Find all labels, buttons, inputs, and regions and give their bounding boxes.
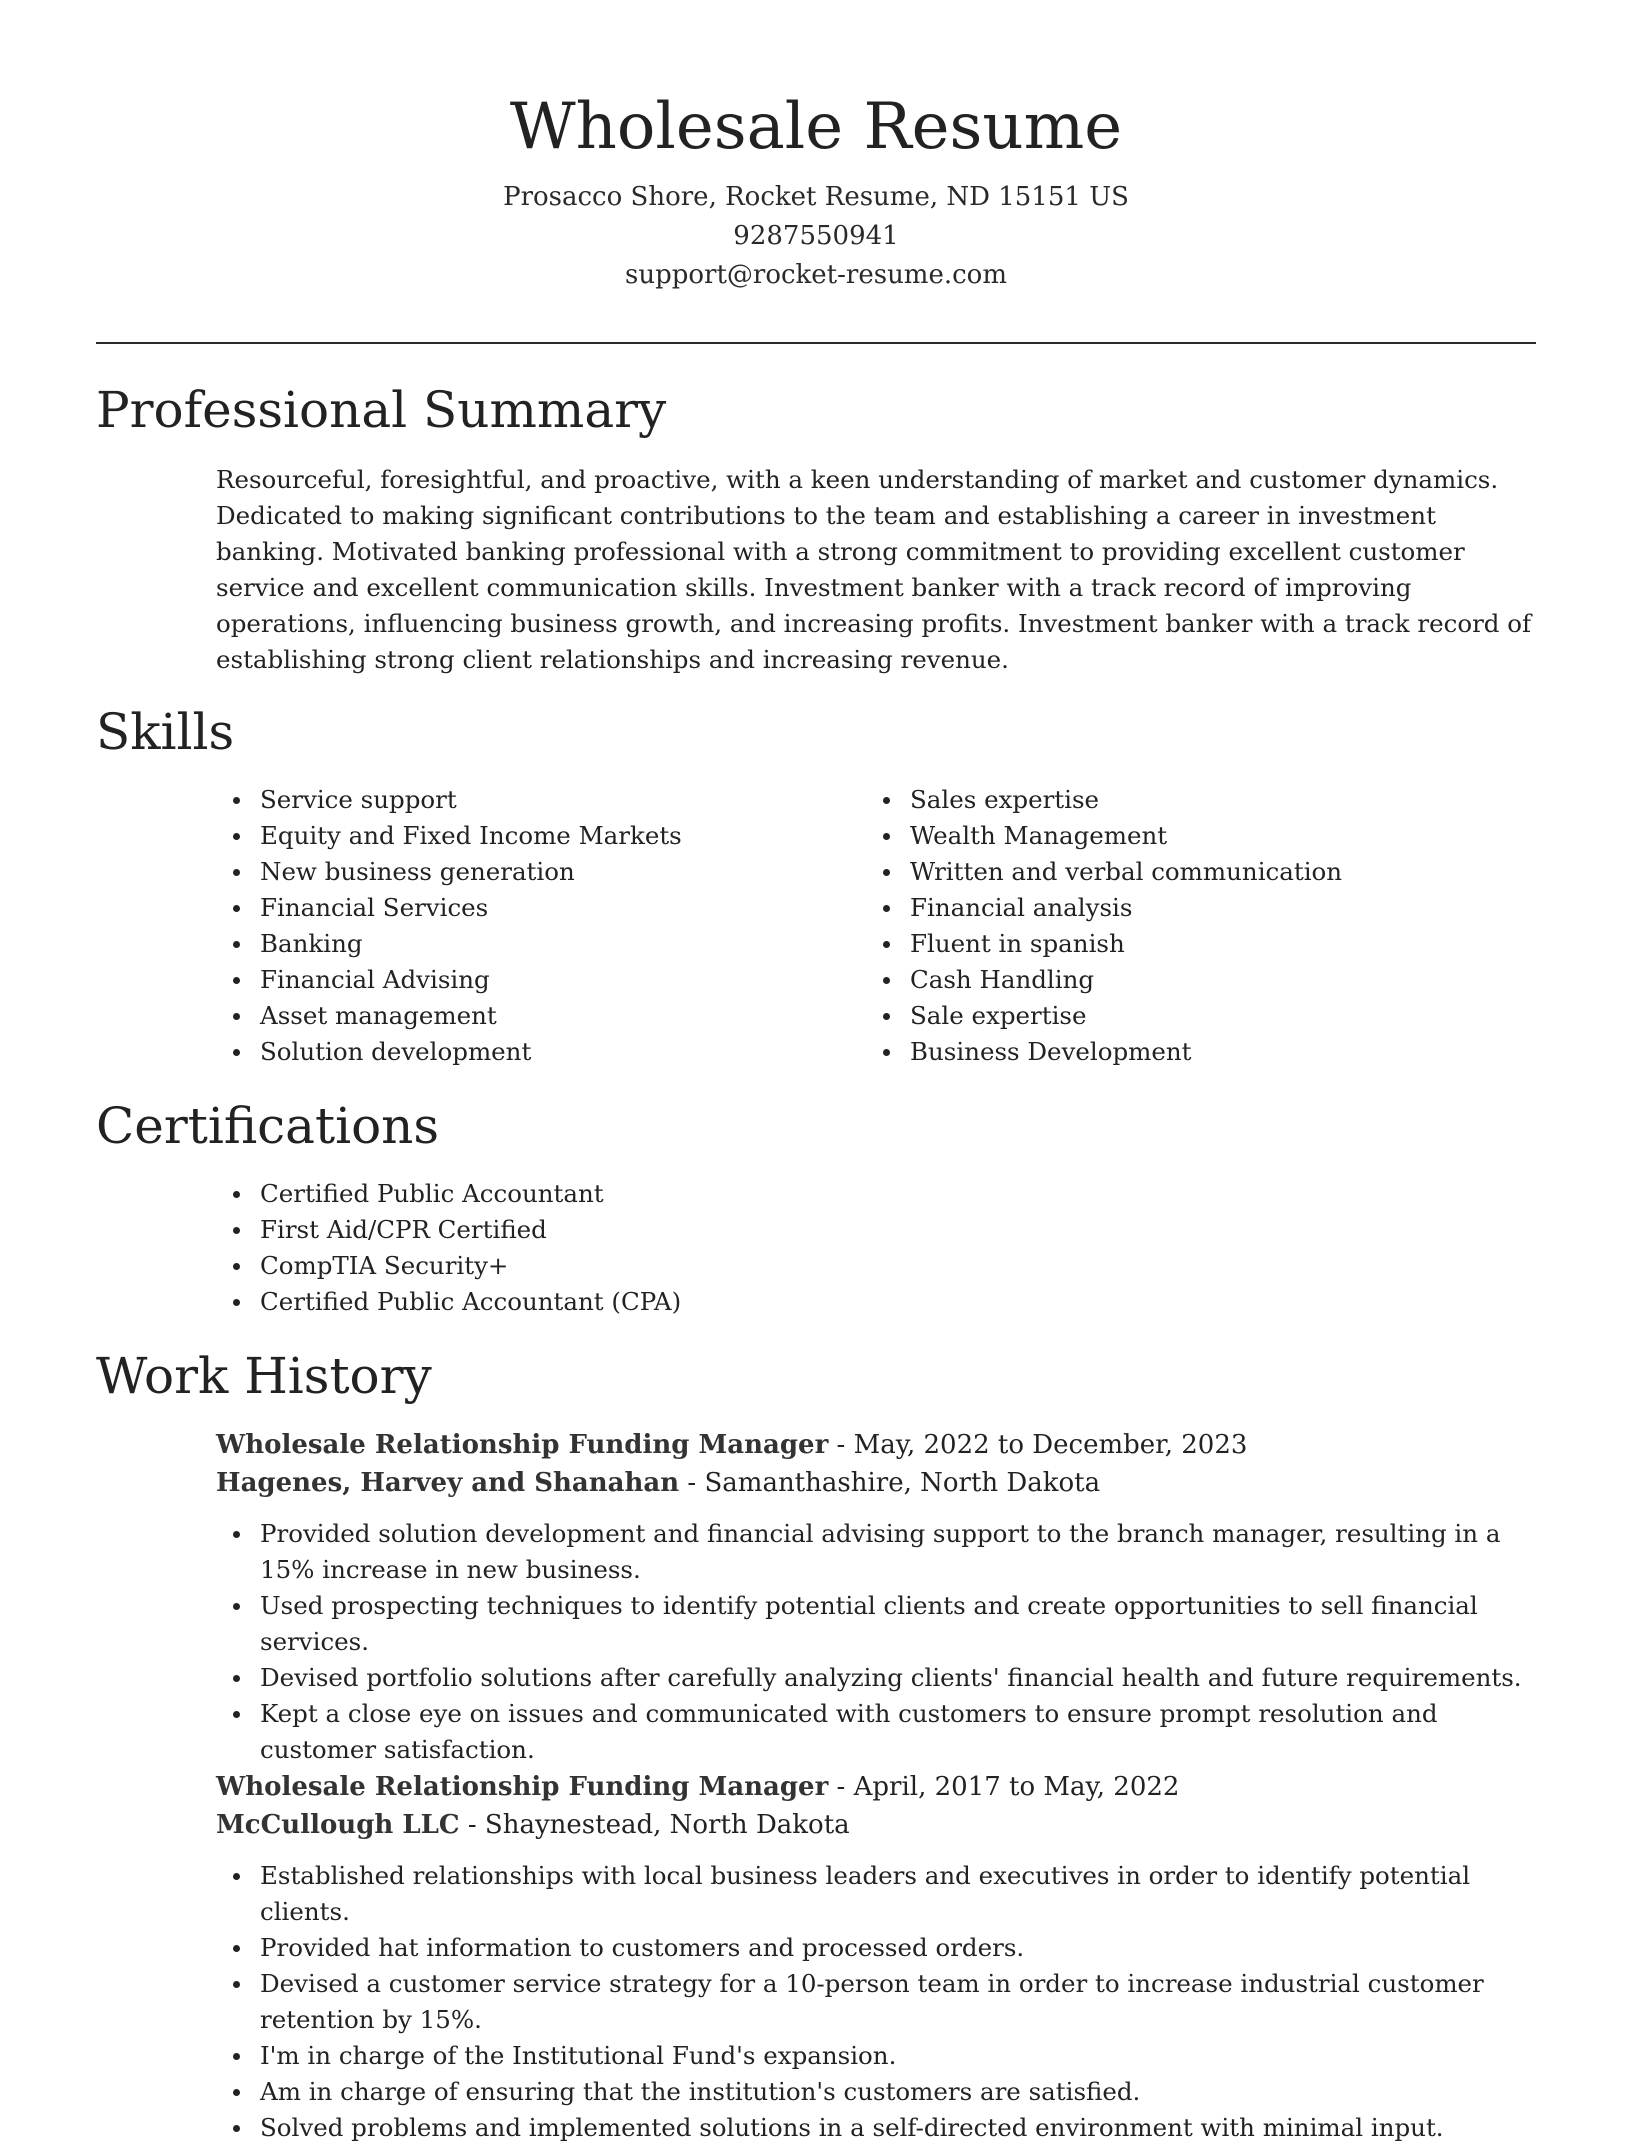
certification-item: Certified Public Accountant bbox=[216, 1176, 1116, 1212]
contact-phone: 9287550941 bbox=[733, 221, 899, 251]
job-company: Hagenes, Harvey and Shanahan bbox=[216, 1468, 680, 1498]
job-bullet: Solved problems and implemented solutions in a self-directed environment with minimal input. bbox=[216, 2110, 1536, 2146]
job-position: Wholesale Relationship Funding Manager bbox=[216, 1430, 829, 1460]
skill-item: Fluent in spanish bbox=[866, 926, 1506, 962]
skill-item: Financial Services bbox=[216, 890, 856, 926]
job-company-line bbox=[216, 1464, 1536, 1502]
job-entry bbox=[216, 1426, 1536, 1768]
skills-list-right bbox=[866, 782, 1506, 1070]
job-bullet: Devised portfolio solutions after carefully analyzing clients' financial health and future requirements. bbox=[216, 1660, 1536, 1696]
job-bullet: Provided hat information to customers and processed orders. bbox=[216, 1930, 1536, 1966]
skill-item: New business generation bbox=[216, 854, 856, 890]
contact-block bbox=[0, 178, 1632, 295]
header-divider bbox=[96, 342, 1536, 344]
job-dates: - May, 2022 to December, 2023 bbox=[828, 1430, 1248, 1460]
summary-heading: Professional Summary bbox=[96, 381, 667, 439]
job-bullet: Kept a close eye on issues and communicated with customers to ensure prompt resolution and customer satisfaction. bbox=[216, 1696, 1536, 1768]
job-position: Wholesale Relationship Funding Manager bbox=[216, 1772, 829, 1802]
summary-text: Resourceful, foresightful, and proactive, with a keen understanding of market and customer dynamics. Dedicated to making significant contributions to the team and establishing a career in investment banking. Motivated banking professional with a strong commitment to providing excellent customer service and excellent communication skills. Investment banker with a track record of improving operations, influencing business growth, and increasing profits. Investment banker with a track record of establishing strong client relationships and increasing revenue. bbox=[216, 465, 1532, 674]
skill-item: Asset management bbox=[216, 998, 856, 1034]
skill-item: Written and verbal communication bbox=[866, 854, 1506, 890]
job-bullet: Provided solution development and financial advising support to the branch manager, resulting in a 15% increase in new business. bbox=[216, 1516, 1536, 1588]
skills-heading: Skills bbox=[96, 703, 235, 761]
job-dates: - April, 2017 to May, 2022 bbox=[828, 1772, 1180, 1802]
certifications-heading: Certifications bbox=[96, 1097, 440, 1155]
resume-name: Wholesale Resume bbox=[509, 90, 1123, 164]
job-location: - Shaynestead, North Dakota bbox=[459, 1810, 850, 1840]
job-company: McCullough LLC bbox=[216, 1810, 460, 1840]
job-bullet: Established relationships with local business leaders and executives in order to identify potential clients. bbox=[216, 1858, 1536, 1930]
skill-item: Financial analysis bbox=[866, 890, 1506, 926]
resume-header bbox=[0, 0, 1632, 295]
job-bullets bbox=[216, 1516, 1536, 1768]
certifications-list bbox=[216, 1176, 1116, 1320]
skill-item: Equity and Fixed Income Markets bbox=[216, 818, 856, 854]
job-bullet: Am in charge of ensuring that the institution's customers are satisfied. bbox=[216, 2074, 1536, 2110]
job-title-line bbox=[216, 1768, 1536, 1806]
skill-item: Solution development bbox=[216, 1034, 856, 1070]
job-location: - Samanthashire, North Dakota bbox=[679, 1468, 1101, 1498]
skill-item: Sale expertise bbox=[866, 998, 1506, 1034]
job-bullet: Devised a customer service strategy for a 10-person team in order to increase industrial customer retention by 15%. bbox=[216, 1966, 1536, 2038]
contact-address: Prosacco Shore, Rocket Resume, ND 15151 US bbox=[503, 182, 1129, 212]
job-bullet: I'm in charge of the Institutional Fund's expansion. bbox=[216, 2038, 1536, 2074]
skill-item: Business Development bbox=[866, 1034, 1506, 1070]
skill-item: Service support bbox=[216, 782, 856, 818]
certification-item: First Aid/CPR Certified bbox=[216, 1212, 1116, 1248]
skill-item: Cash Handling bbox=[866, 962, 1506, 998]
skills-list-left bbox=[216, 782, 856, 1070]
job-bullets bbox=[216, 1858, 1536, 2146]
skill-item: Financial Advising bbox=[216, 962, 856, 998]
certification-item: CompTIA Security+ bbox=[216, 1248, 1116, 1284]
job-title-line bbox=[216, 1426, 1536, 1464]
work-history-heading: Work History bbox=[96, 1347, 432, 1405]
job-entry bbox=[216, 1768, 1536, 2146]
job-bullet: Used prospecting techniques to identify potential clients and create opportunities to sell financial services. bbox=[216, 1588, 1536, 1660]
skill-item: Sales expertise bbox=[866, 782, 1506, 818]
skill-item: Wealth Management bbox=[866, 818, 1506, 854]
job-company-line bbox=[216, 1806, 1536, 1844]
contact-email: support@rocket-resume.com bbox=[624, 260, 1007, 290]
skill-item: Banking bbox=[216, 926, 856, 962]
certification-item: Certified Public Accountant (CPA) bbox=[216, 1284, 1116, 1320]
